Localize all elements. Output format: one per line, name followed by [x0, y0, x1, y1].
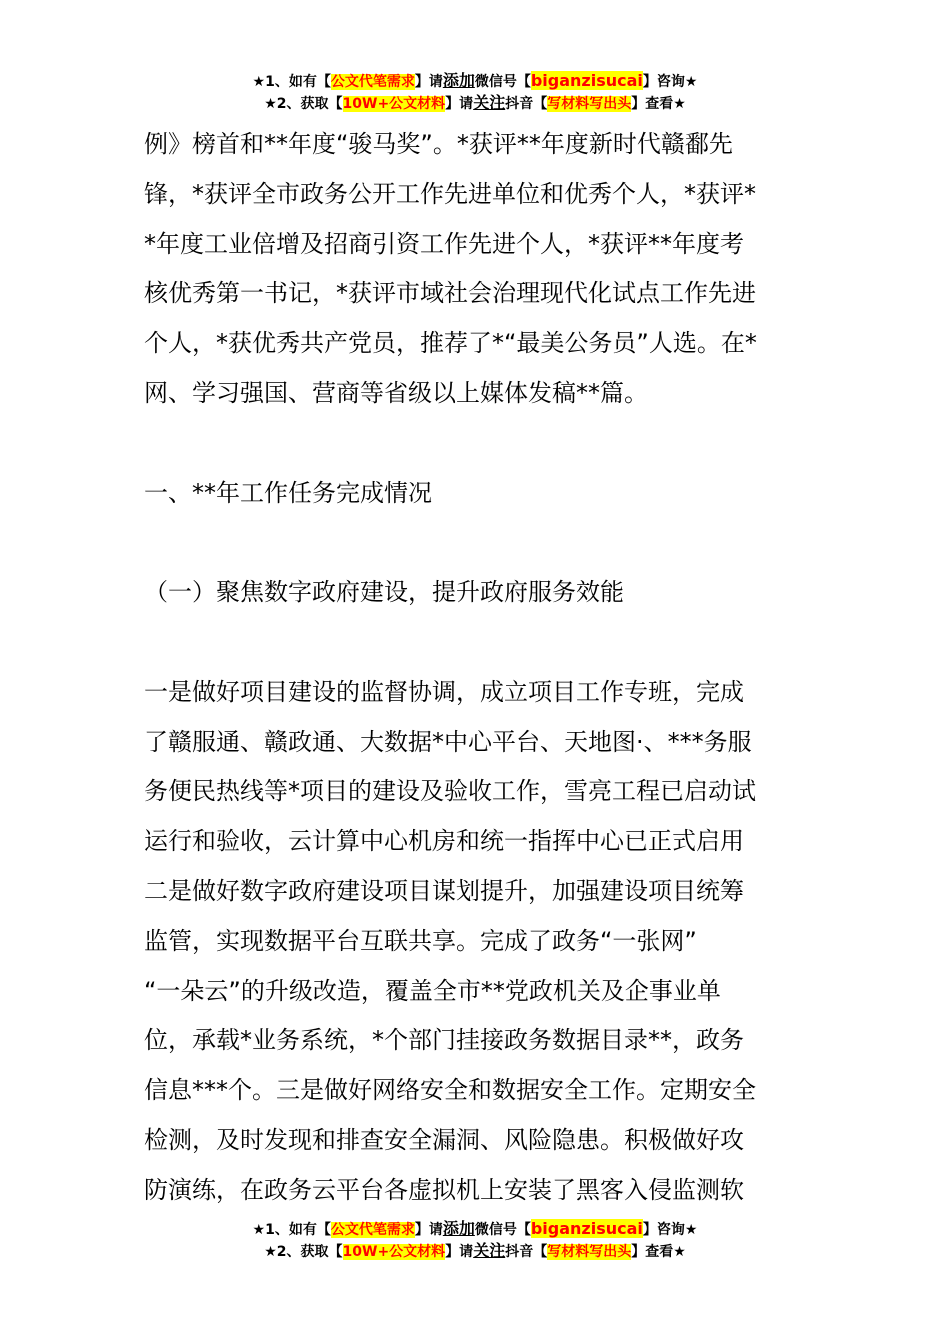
section-heading: 一、**年工作任务完成情况 — [144, 478, 432, 507]
text-line: 检测，及时发现和排查安全漏洞、风险隐患。积极做好攻 — [144, 1125, 744, 1154]
footer-banner — [0, 1218, 950, 1262]
text-line: 了赣服通、赣政通、大数据*中心平台、天地图·、***务服 — [144, 727, 752, 756]
text-line: 网、学习强国、营商等省级以上媒体发稿**篇。 — [144, 378, 648, 407]
text-line: 监管，实现数据平台互联共享。完成了政务“一张网” — [144, 926, 697, 955]
document-body — [144, 120, 808, 1216]
highlight-wechat-id: biganzisucai — [530, 1219, 643, 1238]
text-line: 防演练，在政务云平台各虚拟机上安装了黑客入侵监测软 — [144, 1175, 744, 1204]
star-icon: ★ — [684, 1222, 698, 1238]
banner-line-2: ★2、获取【10W+公文材料】请关注抖音【写材料写出头】查看★ — [264, 93, 686, 112]
banner-line-2: ★2、获取【10W+公文材料】请关注抖音【写材料写出头】查看★ — [264, 1241, 686, 1260]
highlight-douyin-account: 写材料写出头 — [547, 1244, 632, 1260]
text-line: 一是做好项目建设的监督协调，成立项目工作专班，完成 — [144, 677, 744, 706]
text-line: 信息***个。三是做好网络安全和数据安全工作。定期安全 — [144, 1076, 756, 1105]
blank-line — [144, 518, 808, 568]
highlight-writing-service: 公文代笔需求 — [330, 74, 415, 90]
blank-line — [144, 618, 808, 668]
subsection-heading: （一）聚焦数字政府建设，提升政府服务效能 — [144, 578, 624, 607]
text-line: 务便民热线等*项目的建设及验收工作，雪亮工程已启动试 — [144, 777, 756, 806]
banner-line-1: ★1、如有【公文代笔需求】请添加微信号【biganzisucai】咨询★ — [252, 71, 698, 90]
text-line: 二是做好数字政府建设项目谋划提升，加强建设项目统筹 — [144, 876, 744, 905]
text-line: 个人，*获优秀共产党员，推荐了*“最美公务员”人选。在* — [144, 329, 757, 358]
text-line: 核优秀第一书记，*获评市域社会治理现代化试点工作先进 — [144, 279, 756, 308]
star-icon: ★ — [673, 96, 686, 112]
banner-line-1: ★1、如有【公文代笔需求】请添加微信号【biganzisucai】咨询★ — [252, 1219, 698, 1238]
star-icon: ★ — [252, 1222, 266, 1238]
text-line: “一朵云”的升级改造，覆盖全市**党政机关及企事业单 — [144, 976, 721, 1005]
header-banner — [0, 70, 950, 114]
blank-line — [144, 419, 808, 469]
paragraph-digital-government — [144, 668, 808, 1216]
star-icon: ★ — [252, 74, 266, 90]
text-line: 例》榜首和**年度“骏马奖”。*获评**年度新时代赣鄱先 — [144, 130, 733, 158]
highlight-wechat-id: biganzisucai — [530, 71, 643, 90]
highlight-materials: 10W+公文材料 — [342, 96, 446, 112]
highlight-douyin-account: 写材料写出头 — [547, 96, 632, 112]
text-line: 运行和验收，云计算中心机房和统一指挥中心已正式启用 — [144, 827, 744, 856]
text-line: 锋，*获评全市政务公开工作先进单位和优秀个人，*获评* — [144, 179, 756, 208]
star-icon: ★ — [684, 74, 698, 90]
paragraph-honors — [144, 120, 808, 419]
highlight-materials: 10W+公文材料 — [342, 1244, 446, 1260]
star-icon: ★ — [264, 96, 277, 112]
star-icon: ★ — [673, 1244, 686, 1260]
highlight-writing-service: 公文代笔需求 — [330, 1222, 415, 1238]
text-line: 位，承载*业务系统，*个部门挂接政务数据目录**，政务 — [144, 1026, 744, 1055]
text-line: *年度工业倍增及招商引资工作先进个人，*获评**年度考 — [144, 229, 744, 258]
star-icon: ★ — [264, 1244, 277, 1260]
